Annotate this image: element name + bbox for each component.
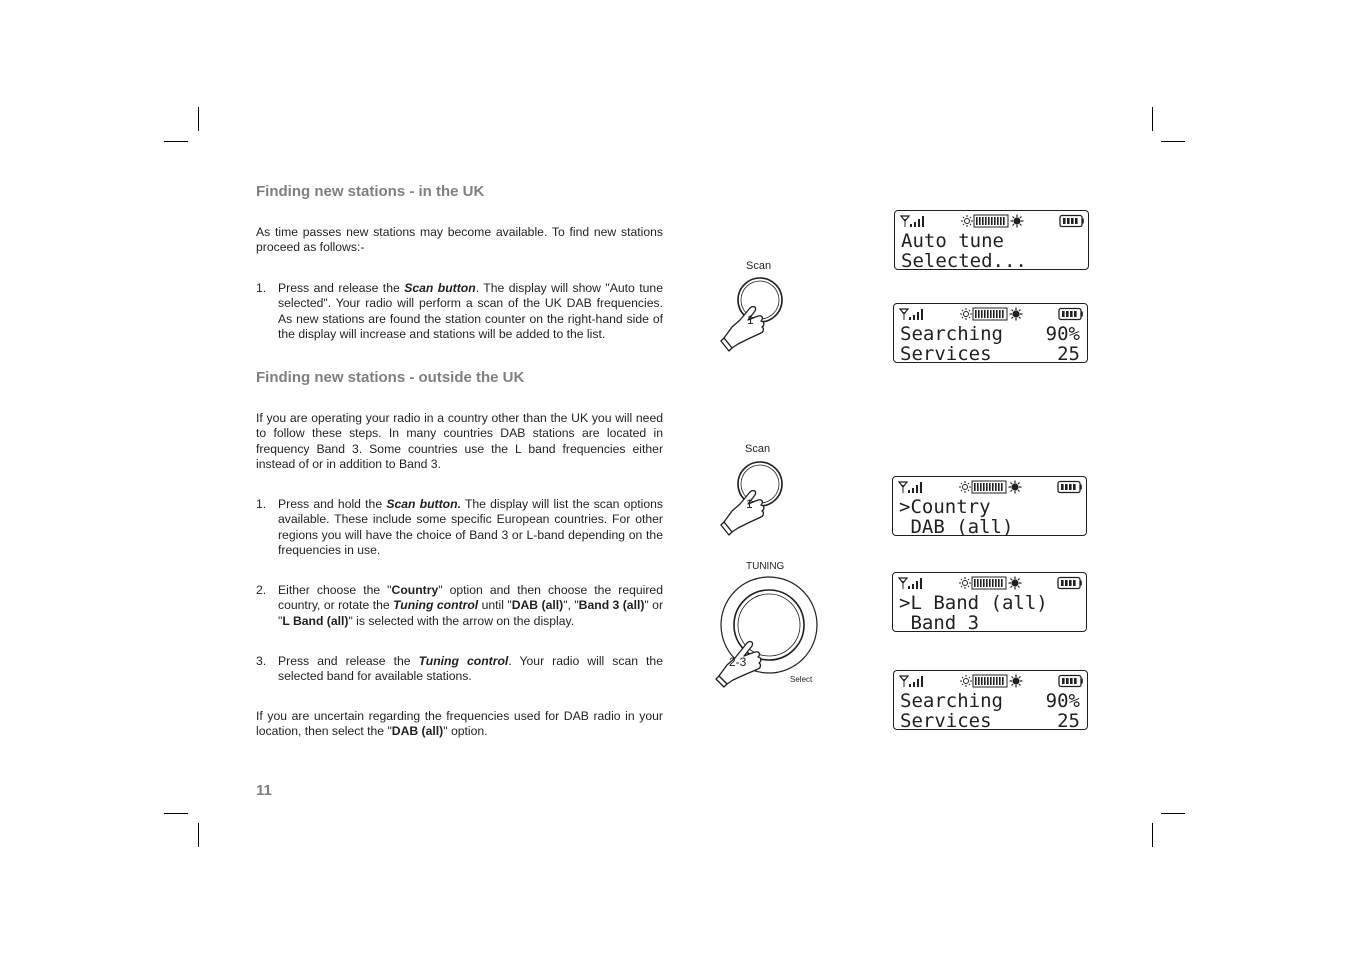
lcd-line: >Country bbox=[899, 496, 991, 518]
lcd-display bbox=[892, 572, 1087, 632]
antenna-signal-icon bbox=[901, 216, 924, 227]
brightness-low-icon bbox=[961, 215, 973, 227]
lcd-display bbox=[894, 210, 1089, 270]
step-number: 1. bbox=[256, 281, 267, 295]
lcd-display bbox=[893, 670, 1088, 730]
step-item bbox=[256, 281, 663, 343]
scan-button-label: Scan bbox=[745, 443, 771, 455]
antenna-signal-icon bbox=[899, 482, 922, 493]
step-item bbox=[256, 654, 663, 685]
step-marker: 1 bbox=[747, 313, 754, 327]
scan-button-illustration bbox=[718, 272, 798, 367]
tuning-knob-illustration bbox=[705, 572, 820, 692]
battery-icon bbox=[1058, 578, 1082, 589]
brightness-low-icon bbox=[960, 308, 972, 320]
battery-icon bbox=[1059, 309, 1083, 320]
brightness-low-icon bbox=[960, 675, 972, 687]
lcd-line: Searching 90% bbox=[900, 690, 1080, 712]
lcd-line: Services 25 bbox=[900, 710, 1080, 732]
crop-mark bbox=[198, 107, 199, 131]
lcd-line: Searching 90% bbox=[900, 323, 1080, 345]
brightness-bar-icon bbox=[972, 577, 1006, 589]
step-marker: 2-3 bbox=[729, 655, 747, 669]
brightness-high-icon bbox=[1010, 308, 1023, 321]
antenna-signal-icon bbox=[900, 309, 923, 320]
brightness-bar-icon bbox=[973, 675, 1007, 687]
crop-mark bbox=[1152, 107, 1153, 131]
footer-note: If you are uncertain regarding the frequencies used for DAB radio in your location, then select the "DAB (all)" option. bbox=[256, 709, 663, 739]
brightness-low-icon bbox=[959, 577, 971, 589]
crop-mark bbox=[1161, 813, 1185, 814]
brightness-low-icon bbox=[959, 481, 971, 493]
lcd-line: Auto tune bbox=[901, 230, 1004, 252]
lcd-line: Band 3 bbox=[899, 612, 980, 634]
step-marker: 1 bbox=[746, 497, 753, 511]
antenna-signal-icon bbox=[900, 676, 923, 687]
brightness-high-icon bbox=[1011, 215, 1024, 228]
lcd-display bbox=[893, 303, 1088, 363]
select-label: Select bbox=[790, 675, 813, 684]
crop-mark bbox=[164, 813, 188, 814]
battery-icon bbox=[1059, 676, 1083, 687]
step-number: 1. bbox=[256, 497, 267, 511]
brightness-high-icon bbox=[1009, 481, 1022, 494]
brightness-bar-icon bbox=[974, 215, 1008, 227]
step-text: Either choose the "Country" option and then choose the required country, or rotate the Tuning control until "DAB (all)", "Band 3 (all)" or "L Band (all)" is selected with the arrow on the display. bbox=[278, 583, 664, 628]
crop-mark bbox=[198, 823, 199, 847]
step-item bbox=[256, 583, 663, 629]
intro-paragraph-outside: If you are operating your radio in a country other than the UK you will need to follow these steps. In many countries DAB stations are located in frequency Band 3. Some countries use the L band frequencies either instead of or in addition to Band 3. bbox=[256, 411, 663, 472]
step-text: Press and release the Tuning control. Your radio will scan the selected band for available stations. bbox=[278, 654, 663, 684]
crop-mark bbox=[1161, 141, 1185, 142]
step-text: Press and hold the Scan button. The display will list the scan options available. These include some specific European countries. For other regions you will have the choice of Band 3 or L-band depending on the frequencies in use. bbox=[278, 497, 663, 558]
scan-button-illustration bbox=[718, 456, 798, 551]
step-number: 3. bbox=[256, 654, 267, 668]
lcd-line: Selected... bbox=[901, 250, 1027, 272]
lcd-line: Services 25 bbox=[900, 343, 1080, 365]
tuning-knob-label: TUNING bbox=[746, 561, 785, 572]
battery-icon bbox=[1060, 216, 1084, 227]
step-text: Press and release the Scan button. The display will show "Auto tune selected". Your radio will perform a scan of the UK DAB frequencies. As new stations are found the station counter on the right-hand side of the display will increase and stations will be added to the list. bbox=[278, 281, 663, 342]
lcd-display bbox=[892, 476, 1087, 536]
step-item bbox=[256, 497, 663, 559]
lcd-line: >L Band (all) bbox=[899, 592, 1048, 614]
section-heading-uk: Finding new stations - in the UK bbox=[256, 183, 485, 200]
brightness-high-icon bbox=[1009, 577, 1022, 590]
lcd-line: DAB (all) bbox=[899, 516, 1014, 538]
brightness-bar-icon bbox=[972, 481, 1006, 493]
crop-mark bbox=[1152, 823, 1153, 847]
page-number: 11 bbox=[256, 782, 272, 799]
section-heading-outside: Finding new stations - outside the UK bbox=[256, 369, 525, 386]
battery-icon bbox=[1058, 482, 1082, 493]
scan-button-label: Scan bbox=[746, 260, 772, 272]
antenna-signal-icon bbox=[899, 578, 922, 589]
step-number: 2. bbox=[256, 583, 267, 597]
crop-mark bbox=[164, 141, 188, 142]
intro-paragraph-uk: As time passes new stations may become available. To find new stations proceed as follows:- bbox=[256, 225, 663, 255]
brightness-bar-icon bbox=[973, 308, 1007, 320]
brightness-high-icon bbox=[1010, 675, 1023, 688]
